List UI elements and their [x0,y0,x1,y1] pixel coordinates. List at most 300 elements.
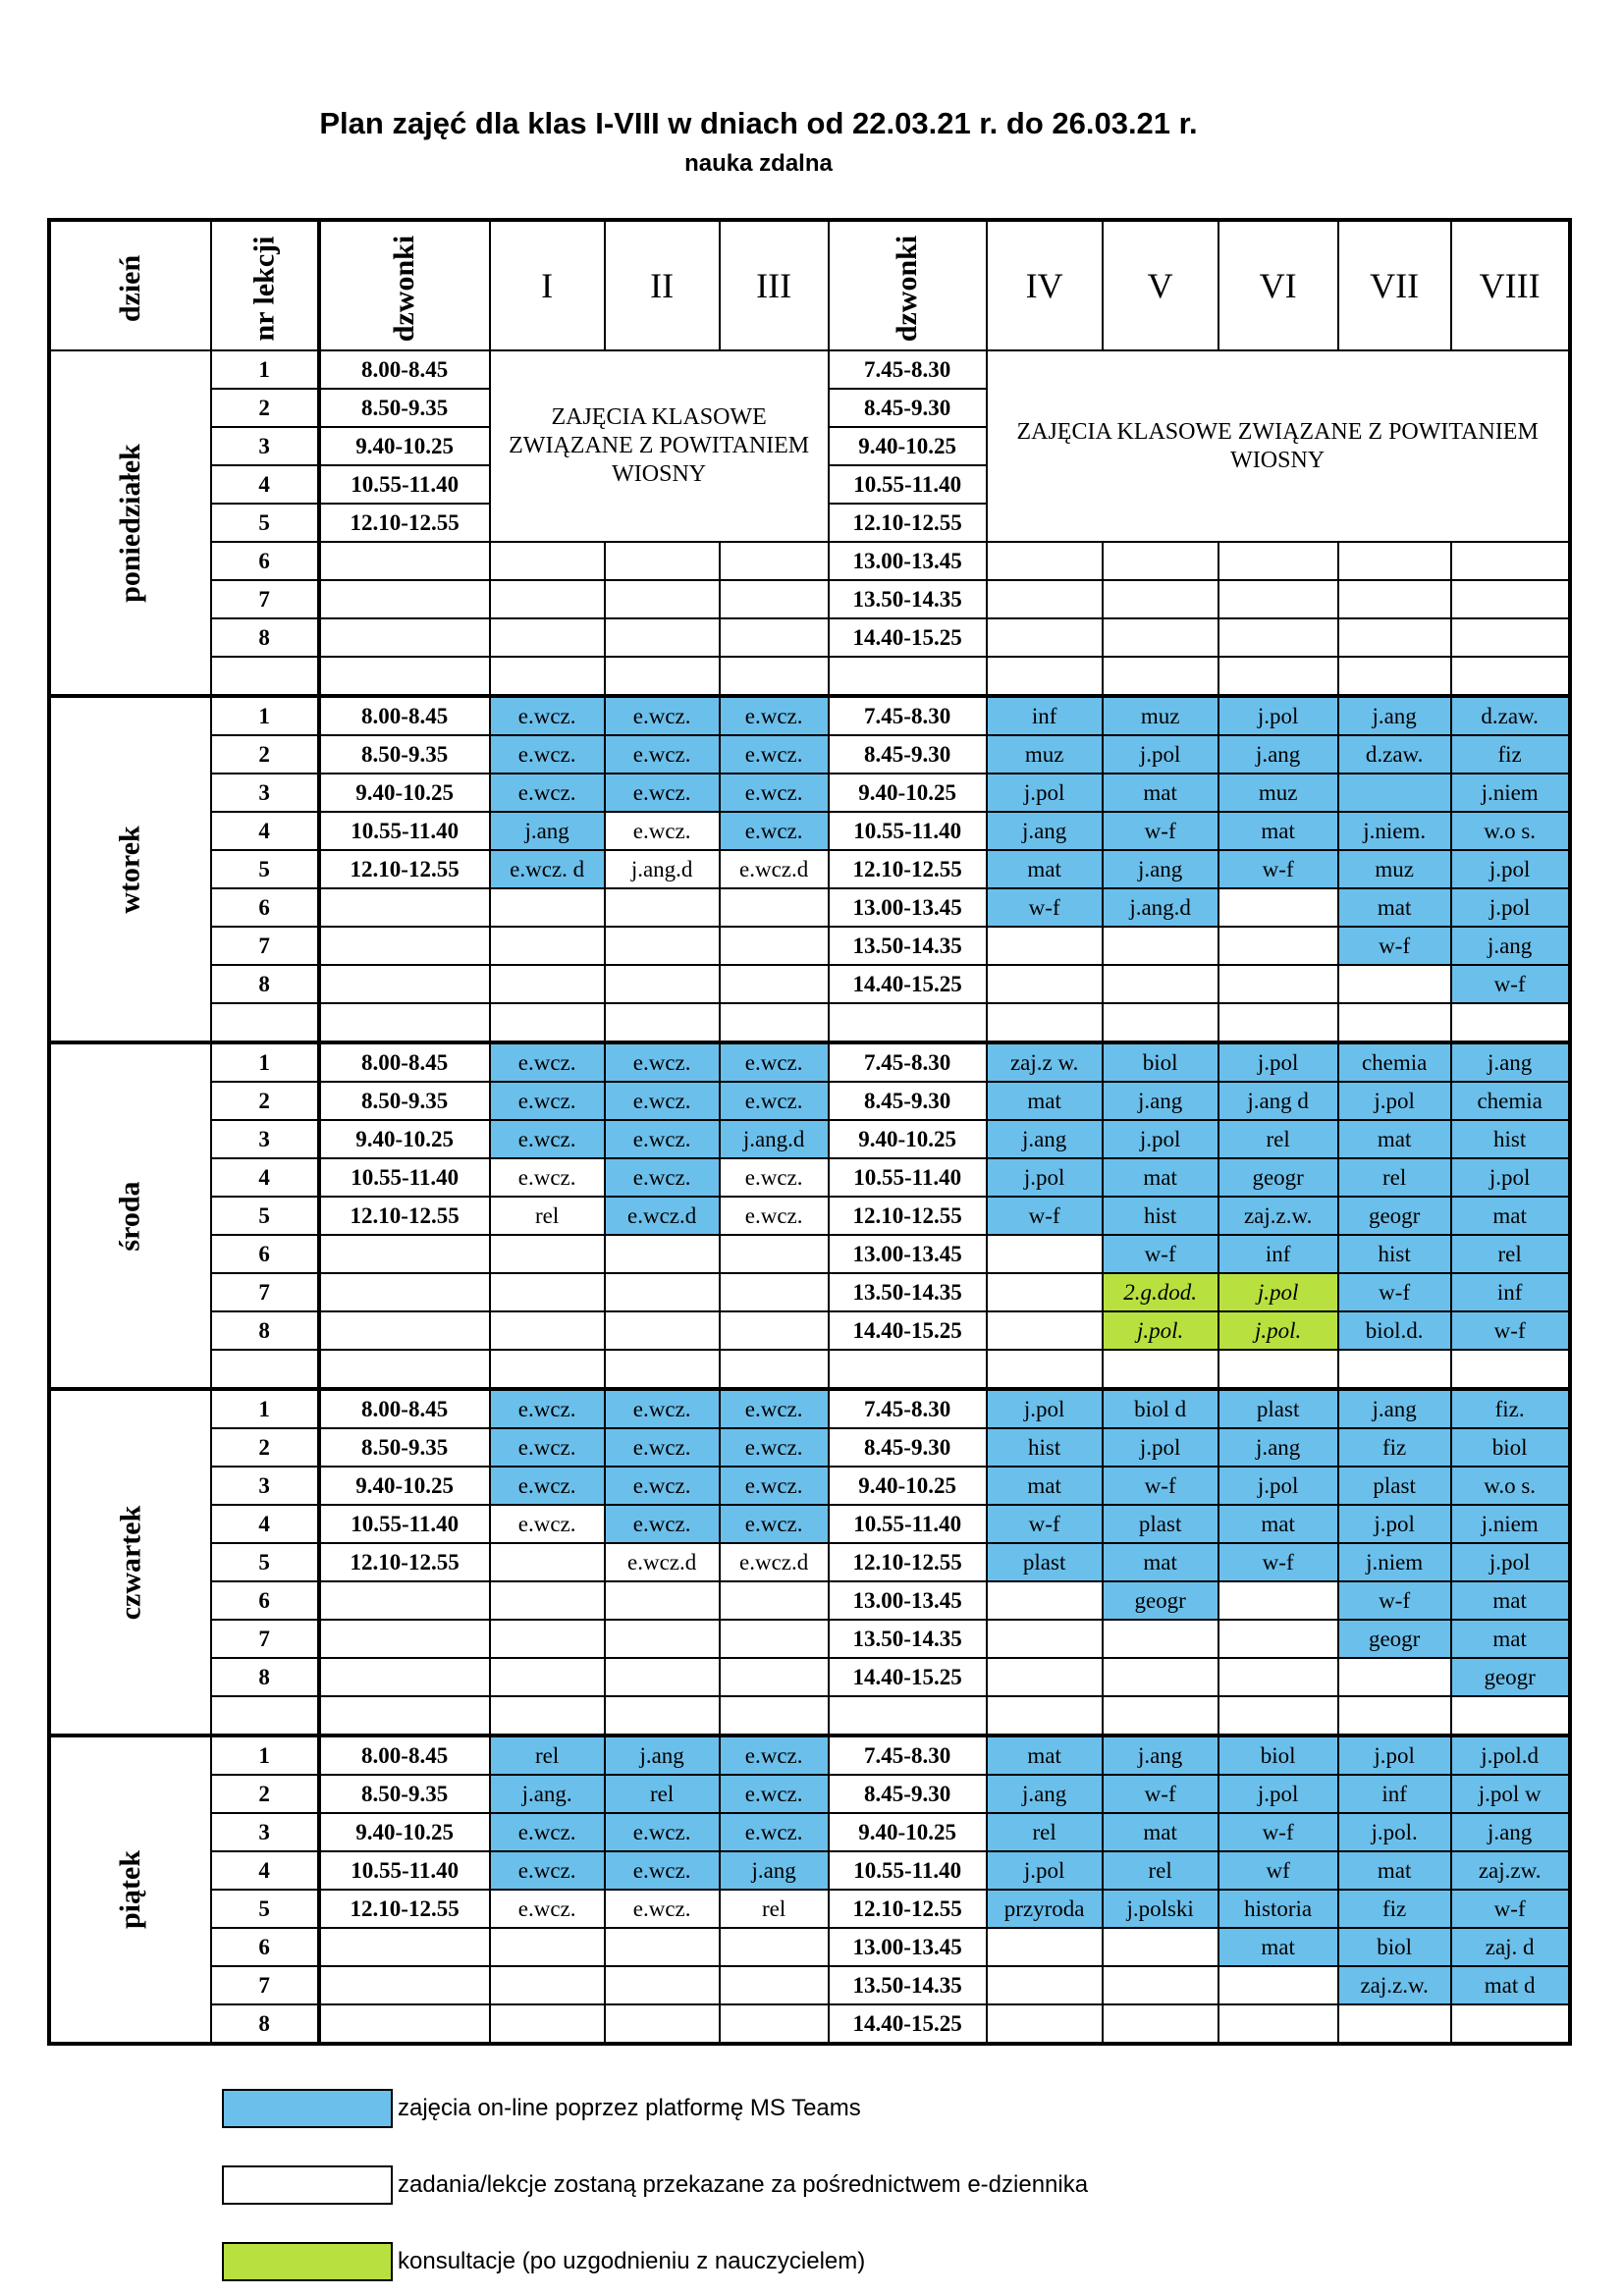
lesson-cell [987,1311,1103,1350]
lesson-cell [987,965,1103,1003]
lesson-cell: e.wcz. [490,1428,605,1467]
bell-time-b: 7.45-8.30 [829,1042,987,1082]
lesson-cell: j.ang [987,1120,1103,1158]
bell-time-a [319,580,490,618]
lesson-cell: e.wcz. [605,1467,720,1505]
lesson-cell [1103,1928,1218,1966]
lesson-cell [720,1696,829,1735]
lesson-cell [720,1966,829,2004]
lesson-cell: j.pol [1338,1505,1451,1543]
lesson-cell: j.ang [1218,1428,1338,1467]
lesson-row [49,888,1570,927]
lesson-cell: biol [1218,1735,1338,1775]
lesson-cell [987,1581,1103,1620]
lesson-cell: j.pol [1218,1775,1338,1813]
lesson-cell: j.pol w [1451,1775,1570,1813]
schedule-table [47,218,1572,2046]
lesson-cell: muz [1338,850,1451,888]
lesson-cell [720,1350,829,1389]
bell-time-b: 13.50-14.35 [829,927,987,965]
lesson-cell [1338,774,1451,812]
bell-time-b: 13.00-13.45 [829,888,987,927]
lesson-cell: j.ang [1451,1042,1570,1082]
lesson-cell [490,1966,605,2004]
lesson-cell: w-f [1338,1581,1451,1620]
lesson-cell: e.wcz. [720,774,829,812]
lesson-cell [720,618,829,657]
lesson-cell [720,1620,829,1658]
lesson-cell: j.pol. [1103,1311,1218,1350]
lesson-cell [605,1581,720,1620]
lesson-cell: w-f [1451,1311,1570,1350]
lesson-cell: w-f [1338,927,1451,965]
lesson-cell: e.wcz. [605,735,720,774]
lesson-number: 5 [211,850,319,888]
day-name: czwartek [113,1505,146,1620]
lesson-row [49,1966,1570,2004]
lesson-cell: w-f [1218,1543,1338,1581]
lesson-cell: e.wcz. d [490,850,605,888]
lesson-cell [1218,965,1338,1003]
lesson-number: 4 [211,1851,319,1890]
lesson-cell: e.wcz. [720,1467,829,1505]
lesson-cell: geogr [1338,1197,1451,1235]
lesson-cell [1218,1658,1338,1696]
lesson-cell: w-f [1218,850,1338,888]
lesson-cell: e.wcz. [490,1120,605,1158]
bell-time-a [319,1003,490,1042]
lesson-cell: j.ang [1103,1082,1218,1120]
legend-swatch-online [222,2089,393,2128]
lesson-cell: j.pol [1451,888,1570,927]
bell-time-b: 12.10-12.55 [829,1197,987,1235]
lesson-cell [1218,1003,1338,1042]
lesson-cell: mat [1103,774,1218,812]
bell-time-b: 7.45-8.30 [829,1389,987,1428]
lesson-number: 7 [211,1273,319,1311]
lesson-cell: e.wcz.d [720,1543,829,1581]
lesson-cell: zaj.z w. [987,1042,1103,1082]
lesson-cell [605,1311,720,1350]
lesson-number: 8 [211,1658,319,1696]
lesson-cell: w-f [1218,1813,1338,1851]
lesson-number: 1 [211,1042,319,1082]
lesson-cell: inf [987,696,1103,735]
bell-time-a [319,927,490,965]
lesson-cell: e.wcz. [605,1851,720,1890]
lesson-cell: e.wcz.d [605,1543,720,1581]
lesson-cell: j.ang [1451,927,1570,965]
day-name: poniedziałek [113,443,146,603]
lesson-cell: mat [1103,1543,1218,1581]
lesson-cell [490,1350,605,1389]
lesson-cell: e.wcz. [490,1813,605,1851]
legend-swatch-ediary [222,2165,393,2205]
lesson-row [49,696,1570,735]
lesson-cell: j.ang [1451,1813,1570,1851]
day-cell [49,1042,211,1389]
lesson-cell [605,1003,720,1042]
lesson-cell [1338,2004,1451,2044]
lesson-cell: j.ang [987,1775,1103,1813]
bell-time-b: 13.50-14.35 [829,1273,987,1311]
lesson-cell: e.wcz. [720,1428,829,1467]
bell-time-a [319,1966,490,2004]
lesson-cell: w-f [987,888,1103,927]
lesson-cell [605,1696,720,1735]
lesson-cell [987,657,1103,696]
bell-time-b: 8.45-9.30 [829,389,987,427]
lesson-cell: zaj. d [1451,1928,1570,1966]
lesson-cell: j.niem [1451,774,1570,812]
lesson-cell: j.pol [1103,1428,1218,1467]
lesson-cell [1451,580,1570,618]
lesson-cell [1451,618,1570,657]
lesson-row [49,542,1570,580]
lesson-number: 7 [211,580,319,618]
lesson-cell [605,1658,720,1696]
lesson-cell: j.pol [1218,1467,1338,1505]
lesson-cell: muz [987,735,1103,774]
bell-time-b: 14.40-15.25 [829,618,987,657]
header-class: V [1103,220,1218,350]
lesson-cell [720,1311,829,1350]
lesson-cell [987,1350,1103,1389]
bell-time-b [829,657,987,696]
lesson-cell [490,2004,605,2044]
lesson-cell: j.ang.d [720,1120,829,1158]
lesson-cell [1338,1350,1451,1389]
bell-time-b: 10.55-11.40 [829,1505,987,1543]
lesson-cell: j.pol [1451,1158,1570,1197]
day-cell [49,1735,211,2044]
bell-time-b: 8.45-9.30 [829,1428,987,1467]
lesson-cell: zaj.z.w. [1338,1966,1451,2004]
lesson-cell [490,580,605,618]
lesson-cell [490,1235,605,1273]
lesson-number: 6 [211,888,319,927]
lesson-cell: rel [1103,1851,1218,1890]
lesson-cell: j.ang.d [1103,888,1218,927]
lesson-cell [1338,965,1451,1003]
lesson-row [49,1775,1570,1813]
lesson-cell [1218,2004,1338,2044]
lesson-cell: mat [1218,1928,1338,1966]
bell-time-b: 7.45-8.30 [829,350,987,389]
day-name: piątek [113,1849,146,1930]
lesson-cell: geogr [1338,1620,1451,1658]
lesson-cell [1103,1966,1218,2004]
lesson-cell: j.pol. [1218,1311,1338,1350]
lesson-cell: e.wcz. [605,1120,720,1158]
lesson-cell: fiz. [1451,1389,1570,1428]
lesson-cell: w-f [1338,1273,1451,1311]
bell-time-b: 10.55-11.40 [829,465,987,504]
lesson-row [49,1890,1570,1928]
lesson-cell: w-f [1103,812,1218,850]
lesson-number: 3 [211,1467,319,1505]
lesson-cell: mat [1103,1813,1218,1851]
lesson-cell [720,1581,829,1620]
lesson-cell [1451,1003,1570,1042]
lesson-cell: mat [987,1082,1103,1120]
lesson-cell: j.ang. [490,1775,605,1813]
bell-time-a: 8.00-8.45 [319,1042,490,1082]
lesson-row [49,850,1570,888]
lesson-cell: j.ang [987,812,1103,850]
lesson-cell [720,1003,829,1042]
day-cell [49,1389,211,1735]
lesson-cell [1103,927,1218,965]
lesson-cell: j.pol [1218,1273,1338,1311]
lesson-cell: inf [1338,1775,1451,1813]
lesson-cell: j.pol [1218,696,1338,735]
lesson-row [49,812,1570,850]
lesson-cell [987,927,1103,965]
lesson-cell [1451,542,1570,580]
lesson-cell: w-f [1451,965,1570,1003]
lesson-cell [1103,580,1218,618]
lesson-cell [987,1928,1103,1966]
lesson-cell [1338,1696,1451,1735]
lesson-cell: j.pol [987,774,1103,812]
bell-time-b: 9.40-10.25 [829,1467,987,1505]
lesson-number: 6 [211,1235,319,1273]
bell-time-a: 10.55-11.40 [319,1158,490,1197]
legend-swatch-consult [222,2242,393,2281]
bell-time-b: 8.45-9.30 [829,1082,987,1120]
legend-label-online: zajęcia on-line poprzez platformę MS Teams [398,2095,861,2121]
lesson-cell [1218,657,1338,696]
lesson-cell [987,1696,1103,1735]
lesson-cell: geogr [1218,1158,1338,1197]
bell-time-a [319,2004,490,2044]
lesson-cell: muz [1103,696,1218,735]
bell-time-a [319,618,490,657]
lesson-cell: j.pol [1338,1735,1451,1775]
lesson-cell: j.pol [1103,735,1218,774]
lesson-cell: w-f [1451,1890,1570,1928]
lesson-cell: e.wcz. [720,1158,829,1197]
bell-time-a: 8.50-9.35 [319,1082,490,1120]
lesson-cell: mat [1338,1120,1451,1158]
header-bells-a [319,220,490,350]
lesson-number: 3 [211,774,319,812]
bell-time-a [319,1235,490,1273]
lesson-row [49,1851,1570,1890]
lesson-cell: rel [490,1735,605,1775]
lesson-cell: e.wcz. [720,1082,829,1120]
lesson-cell: plast [987,1543,1103,1581]
lesson-cell: mat [1451,1581,1570,1620]
lesson-cell [605,1273,720,1311]
lesson-number: 6 [211,1928,319,1966]
lesson-cell: j.niem. [1338,812,1451,850]
lesson-row [49,927,1570,965]
bell-time-a: 8.00-8.45 [319,1389,490,1428]
lesson-number: 1 [211,696,319,735]
lesson-cell [1218,1620,1338,1658]
lesson-cell: chemia [1338,1042,1451,1082]
lesson-cell: geogr [1103,1581,1218,1620]
lesson-cell [720,657,829,696]
lesson-cell: hist [1103,1197,1218,1235]
bell-time-a [319,657,490,696]
lesson-cell [720,1273,829,1311]
lesson-cell: e.wcz. [720,735,829,774]
bell-time-a: 10.55-11.40 [319,1851,490,1890]
lesson-cell: plast [1103,1505,1218,1543]
bell-time-b: 9.40-10.25 [829,427,987,465]
bell-time-b: 12.10-12.55 [829,1890,987,1928]
lesson-cell [1103,542,1218,580]
lesson-cell: e.wcz. [490,1890,605,1928]
header-row [49,220,1570,350]
lesson-cell: e.wcz.d [605,1197,720,1235]
page-subtitle: nauka zdalna [684,150,833,177]
lesson-cell: rel [1451,1235,1570,1273]
lesson-cell: chemia [1451,1082,1570,1120]
lesson-row [49,1235,1570,1273]
lesson-row [49,1350,1570,1389]
lesson-number: 1 [211,1389,319,1428]
bell-time-a: 8.50-9.35 [319,1775,490,1813]
lesson-cell: fiz [1338,1890,1451,1928]
bell-time-b: 7.45-8.30 [829,1735,987,1775]
lesson-number: 8 [211,965,319,1003]
header-class: IV [987,220,1103,350]
lesson-number [211,657,319,696]
bell-time-a [319,1581,490,1620]
lesson-row [49,1813,1570,1851]
lesson-cell: e.wcz. [490,1389,605,1428]
lesson-cell: e.wcz. [605,774,720,812]
lesson-cell [605,618,720,657]
bell-time-b: 13.50-14.35 [829,1966,987,2004]
lesson-cell: w-f [1103,1775,1218,1813]
lesson-cell: mat [1451,1620,1570,1658]
lesson-number: 1 [211,350,319,389]
lesson-cell: d.zaw. [1451,696,1570,735]
lesson-cell [720,542,829,580]
lesson-row [49,350,1570,389]
lesson-row [49,657,1570,696]
lesson-number: 3 [211,1120,319,1158]
bell-time-a: 9.40-10.25 [319,774,490,812]
lesson-row [49,1620,1570,1658]
lesson-number: 2 [211,1428,319,1467]
header-class: VII [1338,220,1451,350]
lesson-number: 7 [211,1620,319,1658]
lesson-cell: mat [1103,1158,1218,1197]
lesson-cell [490,618,605,657]
lesson-cell [1218,542,1338,580]
lesson-cell: e.wcz. [720,1775,829,1813]
lesson-cell: j.pol [1451,850,1570,888]
bell-time-b: 13.50-14.35 [829,1620,987,1658]
bell-time-b: 9.40-10.25 [829,1120,987,1158]
lesson-cell [1218,580,1338,618]
lesson-cell: e.wcz. [720,1735,829,1775]
lesson-cell: e.wcz. [490,774,605,812]
lesson-number: 5 [211,504,319,542]
lesson-cell: j.pol.d [1451,1735,1570,1775]
lesson-cell: e.wcz. [720,696,829,735]
lesson-cell: inf [1451,1273,1570,1311]
lesson-cell: wf [1218,1851,1338,1890]
bell-time-b: 13.00-13.45 [829,1235,987,1273]
lesson-cell: e.wcz. [720,1813,829,1851]
bell-time-b: 14.40-15.25 [829,1311,987,1350]
bell-time-a: 8.50-9.35 [319,389,490,427]
lesson-number: 2 [211,1775,319,1813]
lesson-cell [720,1928,829,1966]
lesson-cell: j.ang [1338,1389,1451,1428]
lesson-cell: muz [1218,774,1338,812]
lesson-number: 2 [211,735,319,774]
lesson-row [49,1311,1570,1350]
header-class: VI [1218,220,1338,350]
lesson-cell [605,580,720,618]
lesson-cell: hist [1451,1120,1570,1158]
bell-time-a: 8.00-8.45 [319,350,490,389]
lesson-number: 7 [211,927,319,965]
lesson-cell: zaj.z.w. [1218,1197,1338,1235]
lesson-cell [605,1350,720,1389]
lesson-cell: j.niem [1451,1505,1570,1543]
lesson-cell [1218,927,1338,965]
lesson-cell: przyroda [987,1890,1103,1928]
lesson-cell: rel [605,1775,720,1813]
lesson-cell: w-f [1103,1235,1218,1273]
day-name: wtorek [113,825,146,914]
bell-time-a: 9.40-10.25 [319,1467,490,1505]
lesson-cell: e.wcz. [605,1890,720,1928]
lesson-number: 4 [211,812,319,850]
lesson-cell [490,1928,605,1966]
bell-time-a: 10.55-11.40 [319,1505,490,1543]
lesson-cell: biol [1103,1042,1218,1082]
lesson-cell: j.ang [1103,1735,1218,1775]
lesson-cell: e.wcz. [490,1505,605,1543]
lesson-cell [1103,1003,1218,1042]
header-bells-b [829,220,987,350]
lesson-cell: e.wcz. [490,735,605,774]
merged-event-b: ZAJĘCIA KLASOWE ZWIĄZANE Z POWITANIEM WIOSNY [987,350,1570,542]
lesson-cell [605,1966,720,2004]
lesson-cell: plast [1218,1389,1338,1428]
lesson-cell [1103,1696,1218,1735]
bell-time-b: 13.50-14.35 [829,580,987,618]
lesson-cell [1338,580,1451,618]
lesson-cell: j.ang [1338,696,1451,735]
lesson-cell [1338,542,1451,580]
bell-time-a: 8.50-9.35 [319,1428,490,1467]
lesson-row [49,1696,1570,1735]
lesson-cell [1103,965,1218,1003]
lesson-cell: j.ang [1218,735,1338,774]
lesson-cell [987,1620,1103,1658]
bell-time-a [319,888,490,927]
bell-time-a: 8.50-9.35 [319,735,490,774]
lesson-cell: e.wcz. [490,1851,605,1890]
lesson-cell: inf [1218,1235,1338,1273]
lesson-cell: e.wcz. [720,1505,829,1543]
lesson-row [49,1158,1570,1197]
lesson-cell: j.ang [1103,850,1218,888]
lesson-cell: j.polski [1103,1890,1218,1928]
lesson-cell [987,1273,1103,1311]
